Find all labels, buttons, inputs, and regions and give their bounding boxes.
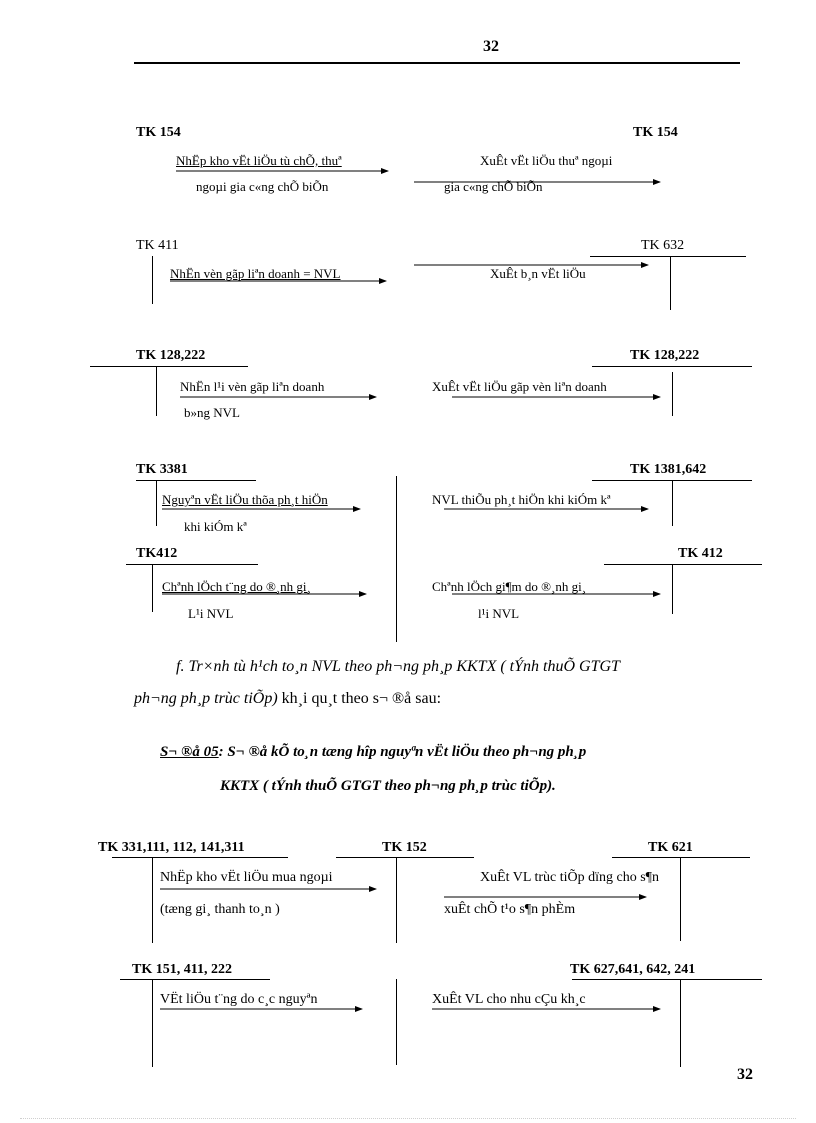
entry-vl-tang: VËt liÖu t¨ng do c¸c nguyªn: [160, 992, 318, 1007]
account-tk627: TK 627,641, 642, 241: [570, 962, 696, 977]
account-tk411: TK 411: [136, 238, 179, 253]
entry-chenh-giam-line1: Chªnh lÖch gi¶m do ®¸nh gi¸: [432, 579, 587, 594]
entry-xuat-vl-line2: gia c«ng chÕ biÕn: [444, 179, 543, 194]
account-tk632: TK 632: [641, 238, 685, 253]
page-bottom-border: [20, 1118, 796, 1119]
entry-xuat-vl-line1: XuÊt vËt liÖu thuª ngoµi: [480, 153, 613, 168]
account-tk412-left: TK412: [136, 546, 178, 561]
entry-xuat-tt-line2: xuÊt chÕ t¹o s¶n phÈm: [444, 902, 576, 917]
account-tk621: TK 621: [648, 840, 693, 855]
diagram-title-line-2: KKTX ( tÝnh thuÕ GTGT theo ph¬ng ph¸p trùc tiÕp).: [220, 778, 556, 794]
account-tk3381: TK 3381: [136, 462, 188, 477]
entry-nhap-kho-line1: NhËp kho vËt liÖu tù chÕ, thuª: [176, 153, 342, 168]
entry-chenh-giam-line2: l¹i NVL: [478, 606, 520, 621]
page-number-bottom: 32: [737, 1066, 753, 1083]
entry-nhan-lai-line1: NhËn l¹i vèn gãp liªn doanh: [180, 379, 325, 394]
entry-nhap-mua-line2: (tæng gi¸ thanh to¸n ): [160, 902, 280, 917]
account-tk151: TK 151, 411, 222: [132, 962, 232, 977]
entry-nhap-kho-line2: ngoµi gia c«ng chÕ biÕn: [196, 179, 329, 194]
entry-xuat-khac: XuÊt VL cho nhu cÇu kh¸c: [432, 992, 586, 1007]
account-tk1381: TK 1381,642: [630, 462, 707, 477]
account-tk128-left: TK 128,222: [136, 348, 206, 363]
paragraph-line-2-rest: kh¸i qu¸t theo s¬ ®å sau:: [277, 690, 442, 707]
diagram-title-rest: : S¬ ®å kÕ to¸n tæng hîp nguyªn vËt liÖu theo ph¬ng ph¸p: [218, 744, 587, 760]
entry-xuat-tt-line1: XuÊt VL trùc tiÕp dïng cho s¶n: [480, 870, 659, 885]
entry-nhap-mua-line1: NhËp kho vËt liÖu mua ngoµi: [160, 870, 333, 885]
entry-nvl-thieu: NVL thiÕu ph¸t hiÖn khi kiÓm kª: [432, 492, 611, 507]
account-tk152: TK 152: [382, 840, 427, 855]
paragraph-line-2-italic: ph¬ng ph¸p trùc tiÕp): [134, 690, 278, 707]
entry-nhan-von: NhËn vèn gãp liªn doanh = NVL: [170, 266, 341, 281]
account-tk154-right: TK 154: [633, 125, 678, 140]
account-tk154-left: TK 154: [136, 125, 181, 140]
account-tk128-right: TK 128,222: [630, 348, 700, 363]
diagram-title-label: S¬ ®å 05: [160, 744, 219, 760]
entry-chenh-tang-line1: Chªnh lÖch t¨ng do ®¸nh gi¸: [162, 579, 311, 594]
entry-xuat-ban: XuÊt b¸n vËt liÖu: [490, 266, 586, 281]
page-number-top: 32: [483, 38, 499, 55]
entry-nvl-thua-line2: khi kiÓm kª: [184, 519, 247, 534]
entry-nhan-lai-line2: b»ng NVL: [184, 405, 240, 420]
paragraph-line-1: f. Tr×nh tù h¹ch to¸n NVL theo ph¬ng ph¸p KKTX ( tÝnh thuÕ GTGT: [176, 658, 620, 675]
account-tk331: TK 331,111, 112, 141,311: [98, 840, 245, 855]
entry-chenh-tang-line2: L¹i NVL: [188, 606, 234, 621]
account-tk412-right: TK 412: [678, 546, 723, 561]
entry-xuat-gop: XuÊt vËt liÖu gãp vèn liªn doanh: [432, 379, 607, 394]
entry-nvl-thua-line1: Nguyªn vËt liÖu thõa ph¸t hiÖn: [162, 492, 328, 507]
